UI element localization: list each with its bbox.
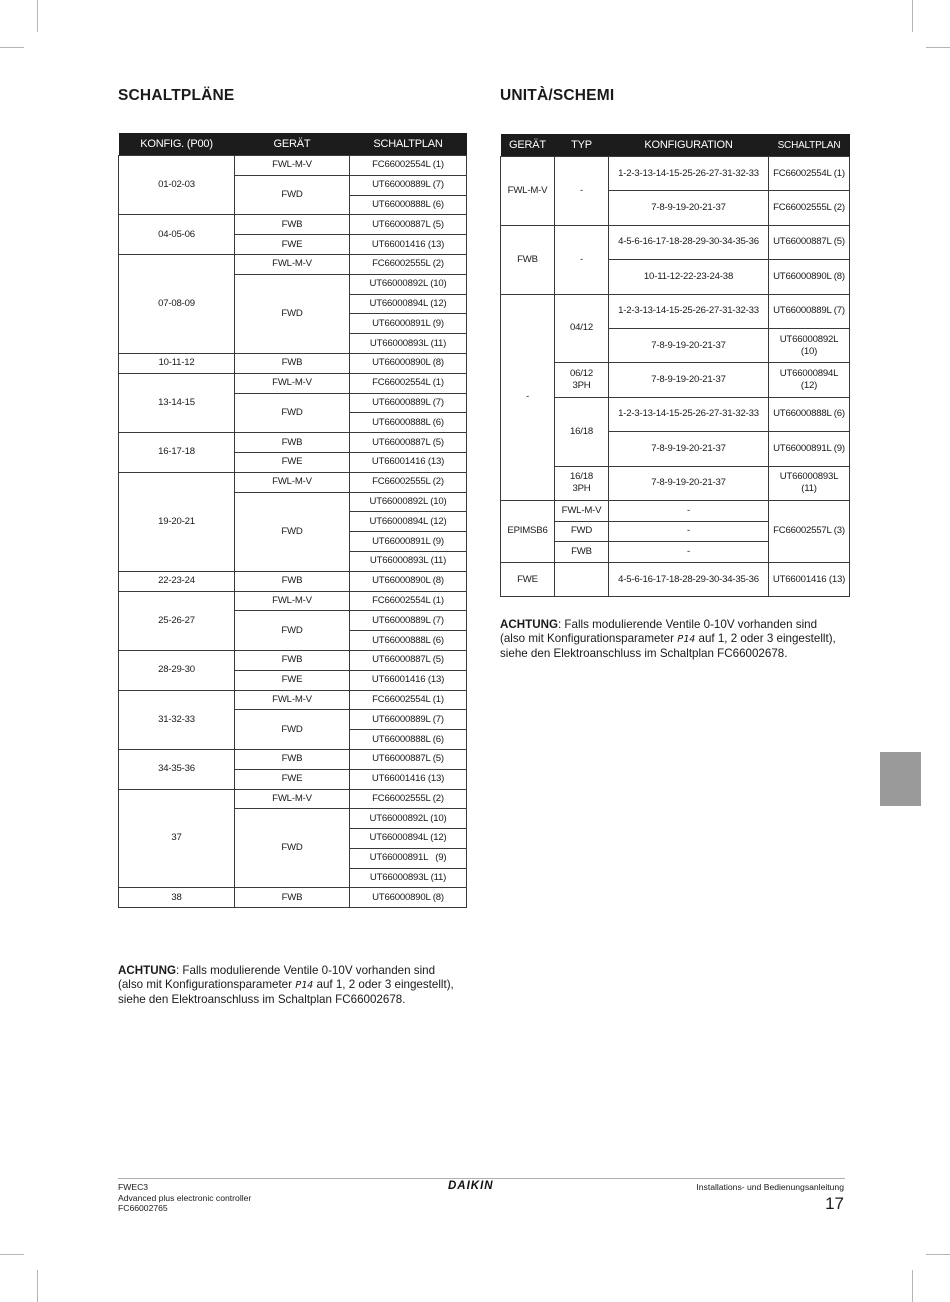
cell-schaltplan: UT66000892L (10) (350, 274, 467, 294)
crop-mark (912, 0, 913, 32)
wiring-table-body (119, 156, 467, 908)
cell-konfiguration: - (609, 521, 769, 542)
crop-mark (37, 1270, 38, 1302)
cell-schaltplan: FC66002554L (1) (350, 156, 467, 176)
cell-schaltplan: UT66000894L (12) (350, 829, 467, 849)
table-row (501, 225, 850, 259)
cell-geraet: FWD (235, 611, 350, 651)
cell-schaltplan: UT66001416 (13) (350, 769, 467, 789)
cell-schaltplan: UT66000892L (10) (769, 328, 850, 362)
wiring-table-body (501, 157, 850, 597)
cell-schaltplan: FC66002557L (3) (769, 500, 850, 562)
header-geraet: GERÄT (235, 133, 350, 156)
cell-schaltplan: UT66000890L (8) (350, 353, 467, 373)
crop-mark (926, 1254, 950, 1255)
cell-schaltplan: FC66002555L (2) (350, 254, 467, 274)
warning-text: siehe den Elektroanschluss im Schaltplan FC66002678. (118, 993, 406, 1007)
table-row (119, 749, 467, 769)
table-row (119, 888, 467, 908)
cell-typ: 06/12 3PH (555, 363, 609, 397)
table-row (501, 157, 850, 191)
cell-geraet: FWL-M-V (235, 254, 350, 274)
cell-geraet: FWL-M-V (235, 472, 350, 492)
cell-schaltplan: FC66002555L (2) (769, 191, 850, 225)
cell-schaltplan: UT66000888L (6) (350, 631, 467, 651)
cell-schaltplan: UT66000889L (7) (350, 611, 467, 631)
cell-schaltplan: UT66000888L (6) (769, 397, 850, 431)
cell-schaltplan: FC66002554L (1) (769, 157, 850, 191)
crop-mark (0, 47, 24, 48)
cell-konfiguration: - (609, 500, 769, 521)
header-konfiguration: KONFIGURATION (609, 134, 769, 157)
cell-konfig: 25-26-27 (119, 591, 235, 650)
cell-schaltplan: UT66001416 (13) (350, 235, 467, 255)
warning-text: auf 1, 2 oder 3 eingestellt), (695, 632, 836, 646)
cell-konfiguration: 1-2-3-13-14-15-25-26-27-31-32-33 (609, 294, 769, 328)
table-row (501, 500, 850, 521)
parameter-code: P14 (295, 980, 314, 992)
cell-schaltplan: UT66000888L (6) (350, 413, 467, 433)
footer-divider (118, 1178, 845, 1179)
cell-schaltplan: UT66000887L (5) (769, 225, 850, 259)
cell-konfig: 34-35-36 (119, 749, 235, 789)
header-geraet: GERÄT (501, 134, 555, 157)
cell-geraet: FWL-M-V (235, 373, 350, 393)
cell-geraet: FWL-M-V (235, 789, 350, 809)
cell-schaltplan: UT66000887L (5) (350, 749, 467, 769)
warning-note (118, 964, 468, 1008)
cell-schaltplan: UT66000893L (11) (350, 868, 467, 888)
cell-geraet: FWD (235, 175, 350, 215)
cell-typ: - (555, 157, 609, 226)
table-row (119, 591, 467, 611)
table-header-row (119, 133, 467, 156)
table-row (501, 294, 850, 328)
cell-schaltplan: UT66001416 (13) (769, 562, 850, 596)
cell-konfig: 37 (119, 789, 235, 888)
table-row (119, 789, 467, 809)
warning-text: : Falls modulierende Ventile 0-10V vorhanden sind (175, 964, 436, 977)
cell-schaltplan: UT66000890L (8) (350, 888, 467, 908)
section-title-unita-schemi: UNITÀ/SCHEMI (500, 87, 615, 104)
cell-geraet: FWD (235, 492, 350, 571)
cell-schaltplan: UT66000893L (11) (350, 334, 467, 354)
cell-konfig: 16-17-18 (119, 433, 235, 473)
table-row (119, 353, 467, 373)
cell-geraet: FWB (501, 225, 555, 294)
header-schaltplan: SCHALTPLAN (350, 133, 467, 156)
footer-product: Advanced plus electronic controller (118, 1192, 252, 1203)
cell-schaltplan: UT66000889L (7) (769, 294, 850, 328)
cell-konfig: 22-23-24 (119, 571, 235, 591)
warning-note (500, 618, 850, 662)
cell-typ: FWL-M-V (555, 500, 609, 521)
cell-typ: 16/18 (555, 397, 609, 466)
cell-konfig: 04-05-06 (119, 215, 235, 255)
table-row (119, 156, 467, 176)
cell-schaltplan: UT66000894L (12) (769, 363, 850, 397)
table-row (119, 690, 467, 710)
table-row (119, 215, 467, 235)
cell-geraet: FWL-M-V (501, 157, 555, 226)
cell-konfig: 10-11-12 (119, 353, 235, 373)
cell-typ: 04/12 (555, 294, 609, 363)
cell-schaltplan: UT66000889L (7) (350, 393, 467, 413)
page-number: 17 (825, 1194, 844, 1213)
table-row (119, 373, 467, 393)
cell-schaltplan: UT66000894L (12) (350, 294, 467, 314)
cell-geraet: FWD (235, 274, 350, 353)
cell-geraet: FWB (235, 215, 350, 235)
cell-konfig: 07-08-09 (119, 254, 235, 353)
warning-text: (also mit Konfigurationsparameter (500, 632, 678, 646)
cell-konfig: 31-32-33 (119, 690, 235, 749)
cell-schaltplan: FC66002555L (2) (350, 789, 467, 809)
warning-text: : Falls modulierende Ventile 0-10V vorhanden sind (557, 618, 818, 631)
warning-text: siehe den Elektroanschluss im Schaltplan FC66002678. (500, 647, 788, 661)
cell-schaltplan: UT66000894L (12) (350, 512, 467, 532)
header-schaltplan: SCHALTPLAN (769, 134, 850, 157)
cell-schaltplan: UT66000888L (6) (350, 195, 467, 215)
cell-schaltplan: UT66000891L (9) (350, 314, 467, 334)
cell-geraet: FWB (235, 571, 350, 591)
cell-schaltplan: UT66000887L (5) (350, 650, 467, 670)
cell-konfiguration: 7-8-9-19-20-21-37 (609, 328, 769, 362)
cell-typ: - (555, 225, 609, 294)
warning-label: ACHTUNG (500, 618, 558, 631)
cell-konfiguration: 1-2-3-13-14-15-25-26-27-31-32-33 (609, 157, 769, 191)
cell-geraet: FWL-M-V (235, 591, 350, 611)
crop-mark (912, 1270, 913, 1302)
cell-geraet: FWD (235, 393, 350, 433)
cell-konfiguration: 4-5-6-16-17-18-28-29-30-34-35-36 (609, 562, 769, 596)
table-row (119, 433, 467, 453)
cell-geraet: FWD (235, 710, 350, 750)
cell-schaltplan: UT66000892L (10) (350, 492, 467, 512)
cell-konfiguration: 7-8-9-19-20-21-37 (609, 432, 769, 466)
section-title-schaltplaene: SCHALTPLÄNE (118, 87, 235, 104)
warning-text: (also mit Konfigurationsparameter (118, 978, 296, 992)
warning-label: ACHTUNG (118, 964, 176, 977)
cell-konfig: 38 (119, 888, 235, 908)
cell-konfig: 28-29-30 (119, 650, 235, 690)
cell-geraet: FWE (235, 769, 350, 789)
cell-konfiguration: 7-8-9-19-20-21-37 (609, 191, 769, 225)
cell-geraet: FWE (235, 235, 350, 255)
cell-schaltplan: FC66002555L (2) (350, 472, 467, 492)
cell-schaltplan: UT66000891L (9) (769, 432, 850, 466)
cell-geraet: FWE (501, 562, 555, 596)
cell-konfiguration: 7-8-9-19-20-21-37 (609, 363, 769, 397)
cell-konfiguration: 10-11-12-22-23-24-38 (609, 260, 769, 294)
cell-schaltplan: UT66001416 (13) (350, 452, 467, 472)
cell-konfig: 19-20-21 (119, 472, 235, 571)
cell-schaltplan: UT66000890L (8) (350, 571, 467, 591)
wiring-table-config (118, 133, 467, 908)
cell-geraet: FWB (235, 353, 350, 373)
table-row (119, 650, 467, 670)
cell-schaltplan: UT66000890L (8) (769, 260, 850, 294)
section-tab-marker (880, 752, 921, 806)
warning-text: auf 1, 2 oder 3 eingestellt), (313, 978, 454, 992)
cell-geraet: FWE (235, 670, 350, 690)
footer-manual-title: Installations- und Bedienungsanleitung (696, 1182, 844, 1192)
footer-doc-code: FC66002765 (118, 1203, 168, 1213)
cell-geraet: FWB (235, 749, 350, 769)
table-row (119, 472, 467, 492)
cell-geraet: FWD (235, 809, 350, 888)
cell-geraet: FWL-M-V (235, 690, 350, 710)
cell-geraet: - (501, 294, 555, 500)
cell-schaltplan: FC66002554L (1) (350, 591, 467, 611)
cell-konfiguration: 7-8-9-19-20-21-37 (609, 466, 769, 500)
cell-schaltplan: UT66000891L (9) (350, 532, 467, 552)
table-header-row (501, 134, 850, 157)
cell-schaltplan: UT66000891L (9) (350, 848, 467, 868)
footer-model: FWEC3 (118, 1182, 149, 1192)
cell-schaltplan: UT66001416 (13) (350, 670, 467, 690)
cell-typ (555, 562, 609, 596)
cell-schaltplan: UT66000893L (11) (350, 551, 467, 571)
cell-schaltplan: UT66000889L (7) (350, 710, 467, 730)
cell-konfig: 01-02-03 (119, 156, 235, 215)
table-row (501, 562, 850, 596)
cell-konfiguration: 1-2-3-13-14-15-25-26-27-31-32-33 (609, 397, 769, 431)
cell-schaltplan: UT66000888L (6) (350, 730, 467, 750)
cell-schaltplan: UT66000889L (7) (350, 175, 467, 195)
parameter-code: P14 (677, 634, 696, 646)
cell-konfiguration: 4-5-6-16-17-18-28-29-30-34-35-36 (609, 225, 769, 259)
cell-schaltplan: UT66000887L (5) (350, 433, 467, 453)
cell-typ: FWB (555, 542, 609, 563)
cell-geraet: FWB (235, 888, 350, 908)
cell-typ: 16/18 3PH (555, 466, 609, 500)
cell-schaltplan: UT66000887L (5) (350, 215, 467, 235)
cell-schaltplan: UT66000893L (11) (769, 466, 850, 500)
crop-mark (926, 47, 950, 48)
footer-doc-info (118, 1182, 251, 1214)
cell-geraet: FWL-M-V (235, 156, 350, 176)
crop-mark (0, 1254, 24, 1255)
table-row (119, 571, 467, 591)
cell-geraet: FWB (235, 433, 350, 453)
wiring-table-units (500, 134, 850, 597)
cell-geraet: FWB (235, 650, 350, 670)
crop-mark (37, 0, 38, 32)
cell-schaltplan: UT66000892L (10) (350, 809, 467, 829)
daikin-logo: DAIKIN (448, 1180, 494, 1192)
cell-typ: FWD (555, 521, 609, 542)
cell-konfiguration: - (609, 542, 769, 563)
cell-schaltplan: FC66002554L (1) (350, 690, 467, 710)
cell-geraet: FWE (235, 452, 350, 472)
cell-konfig: 13-14-15 (119, 373, 235, 432)
cell-schaltplan: FC66002554L (1) (350, 373, 467, 393)
cell-geraet: EPIMSB6 (501, 500, 555, 562)
header-konfig: KONFIG. (P00) (119, 133, 235, 156)
header-typ: TYP (555, 134, 609, 157)
table-row (119, 254, 467, 274)
